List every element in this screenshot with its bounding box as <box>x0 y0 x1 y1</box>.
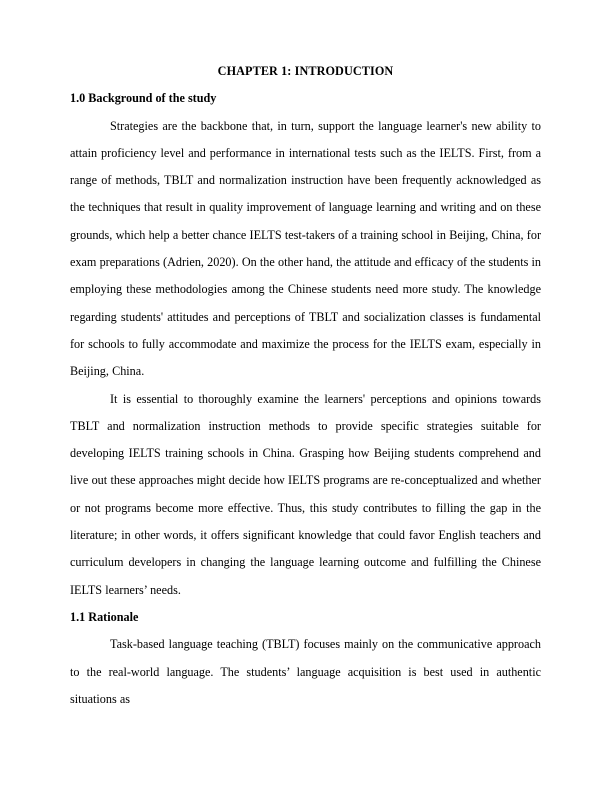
paragraph: Task-based language teaching (TBLT) focuses mainly on the communicative approach to the real-world language. The students’ language acquisition is best used in authentic situations as <box>70 637 541 706</box>
paragraph: Strategies are the backbone that, in turn, support the language learner's new ability to attain proficiency level and performance in international tests such as the IELTS. First, from a range of methods, TBLT and normalization instruction have been frequently acknowledged as the techniques that result in quality improvement of language learning and writing and on these grounds, which help a better chance IELTS test-takers of a training school in Beijing, China, for exam preparations (Adrien, 2020). On the other hand, the attitude and efficacy of the students in employing these methodologies among the Chinese students need more study. The knowledge regarding students' attitudes and perceptions of TBLT and socialization classes is fundamental for schools to fully accommodate and maximize the process for the IELTS exam, especially in Beijing, China. <box>70 118 541 379</box>
document-text-column <box>70 58 541 713</box>
page-title: CHAPTER 1: INTRODUCTION <box>217 64 394 78</box>
section-heading-1-1: 1.1 Rationale <box>70 609 139 624</box>
paragraph: It is essential to thoroughly examine the learners' perceptions and opinions towards TBLT and normalization instruction methods to provide specific strategies suitable for developing IELTS training schools in China. Grasping how Beijing students comprehend and live out these approaches might decide how IELTS programs are re-conceptualized and whether or not programs become more effective. Thus, this study contributes to filling the gap in the literature; in other words, it offers significant knowledge that could favor English teachers and curriculum developers in changing the language learning outcome and fulfilling the Chinese IELTS learners’ needs. <box>70 391 541 597</box>
section-heading-1-0: 1.0 Background of the study <box>70 91 217 106</box>
